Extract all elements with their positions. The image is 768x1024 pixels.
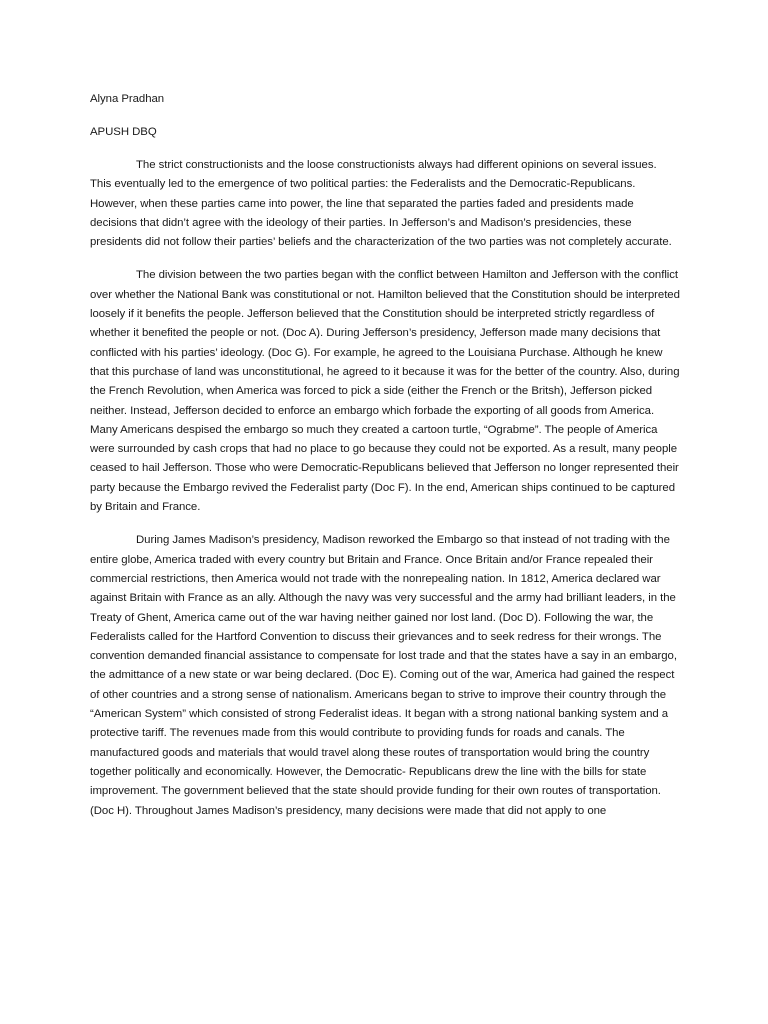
essay-body: [90, 90, 680, 835]
assignment-title: APUSH DBQ: [90, 126, 157, 138]
paragraph-madison: During James Madison’s presidency, Madison reworked the Embargo so that instead of not trading with the entire globe, America traded with every country but Britain and France. Once Britain and/or France repealed their commercial restrictions, then America would not trade with the nonrepealing nation. In 1812, America declared war against Britain with France as an ally. Although the navy was very successful and the army had brilliant leaders, in the Treaty of Ghent, America came out of the war having neither gained nor lost land. (Doc D). Following the war, the Federalists called for the Hartford Convention to discuss their grievances and to seek redress for their wrongs. The convention demanded financial assistance to compensate for lost trade and that the states have a say in an embargo, the admittance of a new state or war being declared. (Doc E). Coming out of the war, America had gained the respect of other countries and a strong sense of nationalism. Americans began to strive to improve their country through the “American System” which consisted of strong Federalist ideas. It began with a strong national banking system and a protective tariff. The revenues made from this would contribute to providing funds for roads and canals. The manufactured goods and materials that would travel along these routes of transportation would bring the country together politically and economically. However, the Democratic- Republicans drew the line with the bills for state improvement. The government believed that the state should provide funding for their own routes of transportation. (Doc H). Throughout James Madison’s presidency, many decisions were made that did not apply to one: [90, 534, 677, 817]
paragraph-introduction: The strict constructionists and the loose constructionists always had different opinions on several issues. This eventually led to the emergence of two political parties: the Federalists and the Democratic-Republicans. However, when these parties came into power, the line that separated the parties faded and presidents made decisions that didn’t agree with the ideology of their parties. In Jefferson’s and Madison’s presidencies, these presidents did not follow their parties’ beliefs and the characterization of the two parties was not completely accurate.: [90, 159, 672, 249]
paragraph-jefferson: The division between the two parties began with the conflict between Hamilton and Jefferson with the conflict over whether the National Bank was constitutional or not. Hamilton believed that the Constitution should be interpreted loosely if it benefits the people. Jefferson believed that the Constitution should be interpreted strictly regardless of whether it benefited the people or not. (Doc A). During Jefferson’s presidency, Jefferson made many decisions that conflicted with his parties’ ideology. (Doc G). For example, he agreed to the Louisiana Purchase. Although he knew that this purchase of land was unconstitutional, he agreed to it because it was for the better of the country. Also, during the French Revolution, when America was forced to pick a side (either the French or the Britsh), Jefferson picked neither. Instead, Jefferson decided to enforce an embargo which forbade the exporting of all goods from America. Many Americans despised the embargo so much they created a cartoon turtle, “Ograbme”. The people of America were surrounded by cash crops that had no place to go because they could not be exported. As a result, many people ceased to hail Jefferson. Those who were Democratic-Republicans believed that Jefferson no longer represented their party because the Embargo revived the Federalist party (Doc F). In the end, American ships continued to be captured by Britain and France.: [90, 269, 680, 514]
author-name: Alyna Pradhan: [90, 93, 165, 105]
